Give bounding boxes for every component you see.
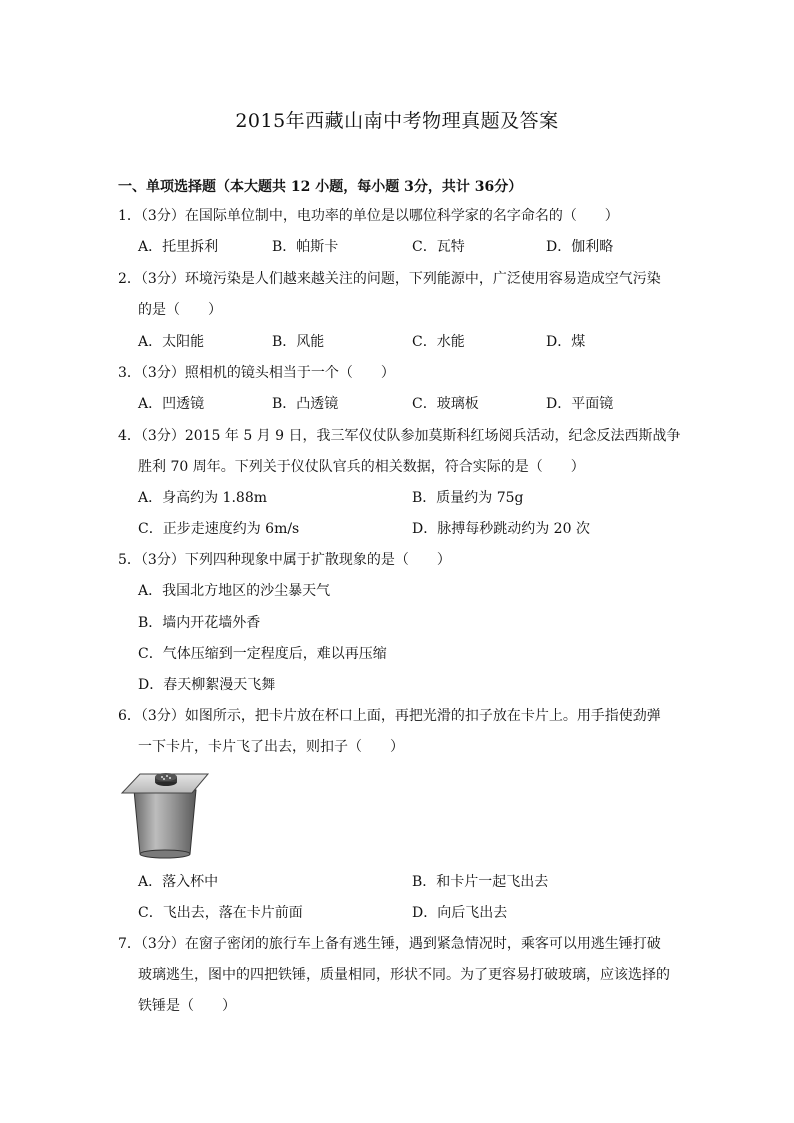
question-1-text: 1．（3分）在国际单位制中，电功率的单位是以哪位科学家的名字命名的（ ） [118, 208, 619, 224]
page-title: 2015年西藏山南中考物理真题及答案 [235, 110, 559, 132]
q4-option-b: B．质量约为 75g [412, 490, 524, 506]
section-heading: 一、单项选择题（本大题共 12 小题，每小题 3分，共计 36分） [118, 179, 523, 195]
q5-option-d: D．春天柳絮漫天飞舞 [138, 677, 276, 693]
q4-option-d: D．脉搏每秒跳动约为 20 次 [412, 521, 590, 537]
q2-option-c: C．水能 [412, 334, 465, 350]
q4-option-a: A．身高约为 1.88m [138, 490, 268, 506]
q5-option-c: C．气体压缩到一定程度后，难以再压缩 [138, 646, 387, 662]
cup-card-button-figure [120, 768, 210, 864]
q2-option-a: A．太阳能 [138, 334, 205, 350]
q3-option-b: B．凸透镜 [272, 396, 339, 412]
question-7-text: 7．（3分）在窗子密闭的旅行车上备有逃生锤，遇到紧急情况时，乘客可以用逃生锤打破 [118, 936, 661, 952]
q2-option-b: B．风能 [272, 334, 325, 350]
q1-option-d: D．伽利略 [546, 239, 614, 255]
q1-option-a: A．托里拆利 [138, 239, 219, 255]
q5-option-b: B．墙内开花墙外香 [138, 615, 261, 631]
question-6-text-cont: 一下卡片，卡片飞了出去，则扣子（ ） [138, 739, 404, 755]
q1-option-b: B．帕斯卡 [272, 239, 339, 255]
q1-option-c: C．瓦特 [412, 239, 465, 255]
q2-option-d: D．煤 [546, 334, 586, 350]
q3-option-a: A．凹透镜 [138, 396, 205, 412]
question-5-text: 5．（3分）下列四种现象中属于扩散现象的是（ ） [118, 552, 451, 568]
q4-option-c: C．正步走速度约为 6m/s [138, 521, 300, 537]
question-7-text-cont-2: 铁锤是（ ） [138, 998, 236, 1014]
question-2-text: 2．（3分）环境污染是人们越来越关注的问题，下列能源中，广泛使用容易造成空气污染 [118, 271, 661, 287]
question-4-text-cont: 胜利 70 周年。下列关于仪仗队官兵的相关数据，符合实际的是（ ） [138, 459, 585, 475]
q6-option-c: C．飞出去，落在卡片前面 [138, 905, 303, 921]
q6-option-a: A．落入杯中 [138, 874, 219, 890]
q5-option-a: A．我国北方地区的沙尘暴天气 [138, 583, 331, 599]
q3-option-d: D．平面镜 [546, 396, 614, 412]
q6-option-d: D．向后飞出去 [412, 905, 508, 921]
q6-option-b: B．和卡片一起飞出去 [412, 874, 549, 890]
question-7-text-cont: 玻璃逃生，图中的四把铁锤，质量相同，形状不同。为了更容易打破玻璃，应该选择的 [138, 967, 670, 983]
q3-option-c: C．玻璃板 [412, 396, 479, 412]
question-4-text: 4．（3分）2015 年 5 月 9 日，我三军仪仗队参加莫斯科红场阅兵活动，纪念反法西斯战争 [118, 428, 681, 444]
question-6-text: 6．（3分）如图所示，把卡片放在杯口上面，再把光滑的扣子放在卡片上。用手指使劲弹 [118, 708, 661, 724]
question-3-text: 3．（3分）照相机的镜头相当于一个（ ） [118, 365, 395, 381]
question-2-text-cont: 的是（ ） [138, 302, 222, 318]
